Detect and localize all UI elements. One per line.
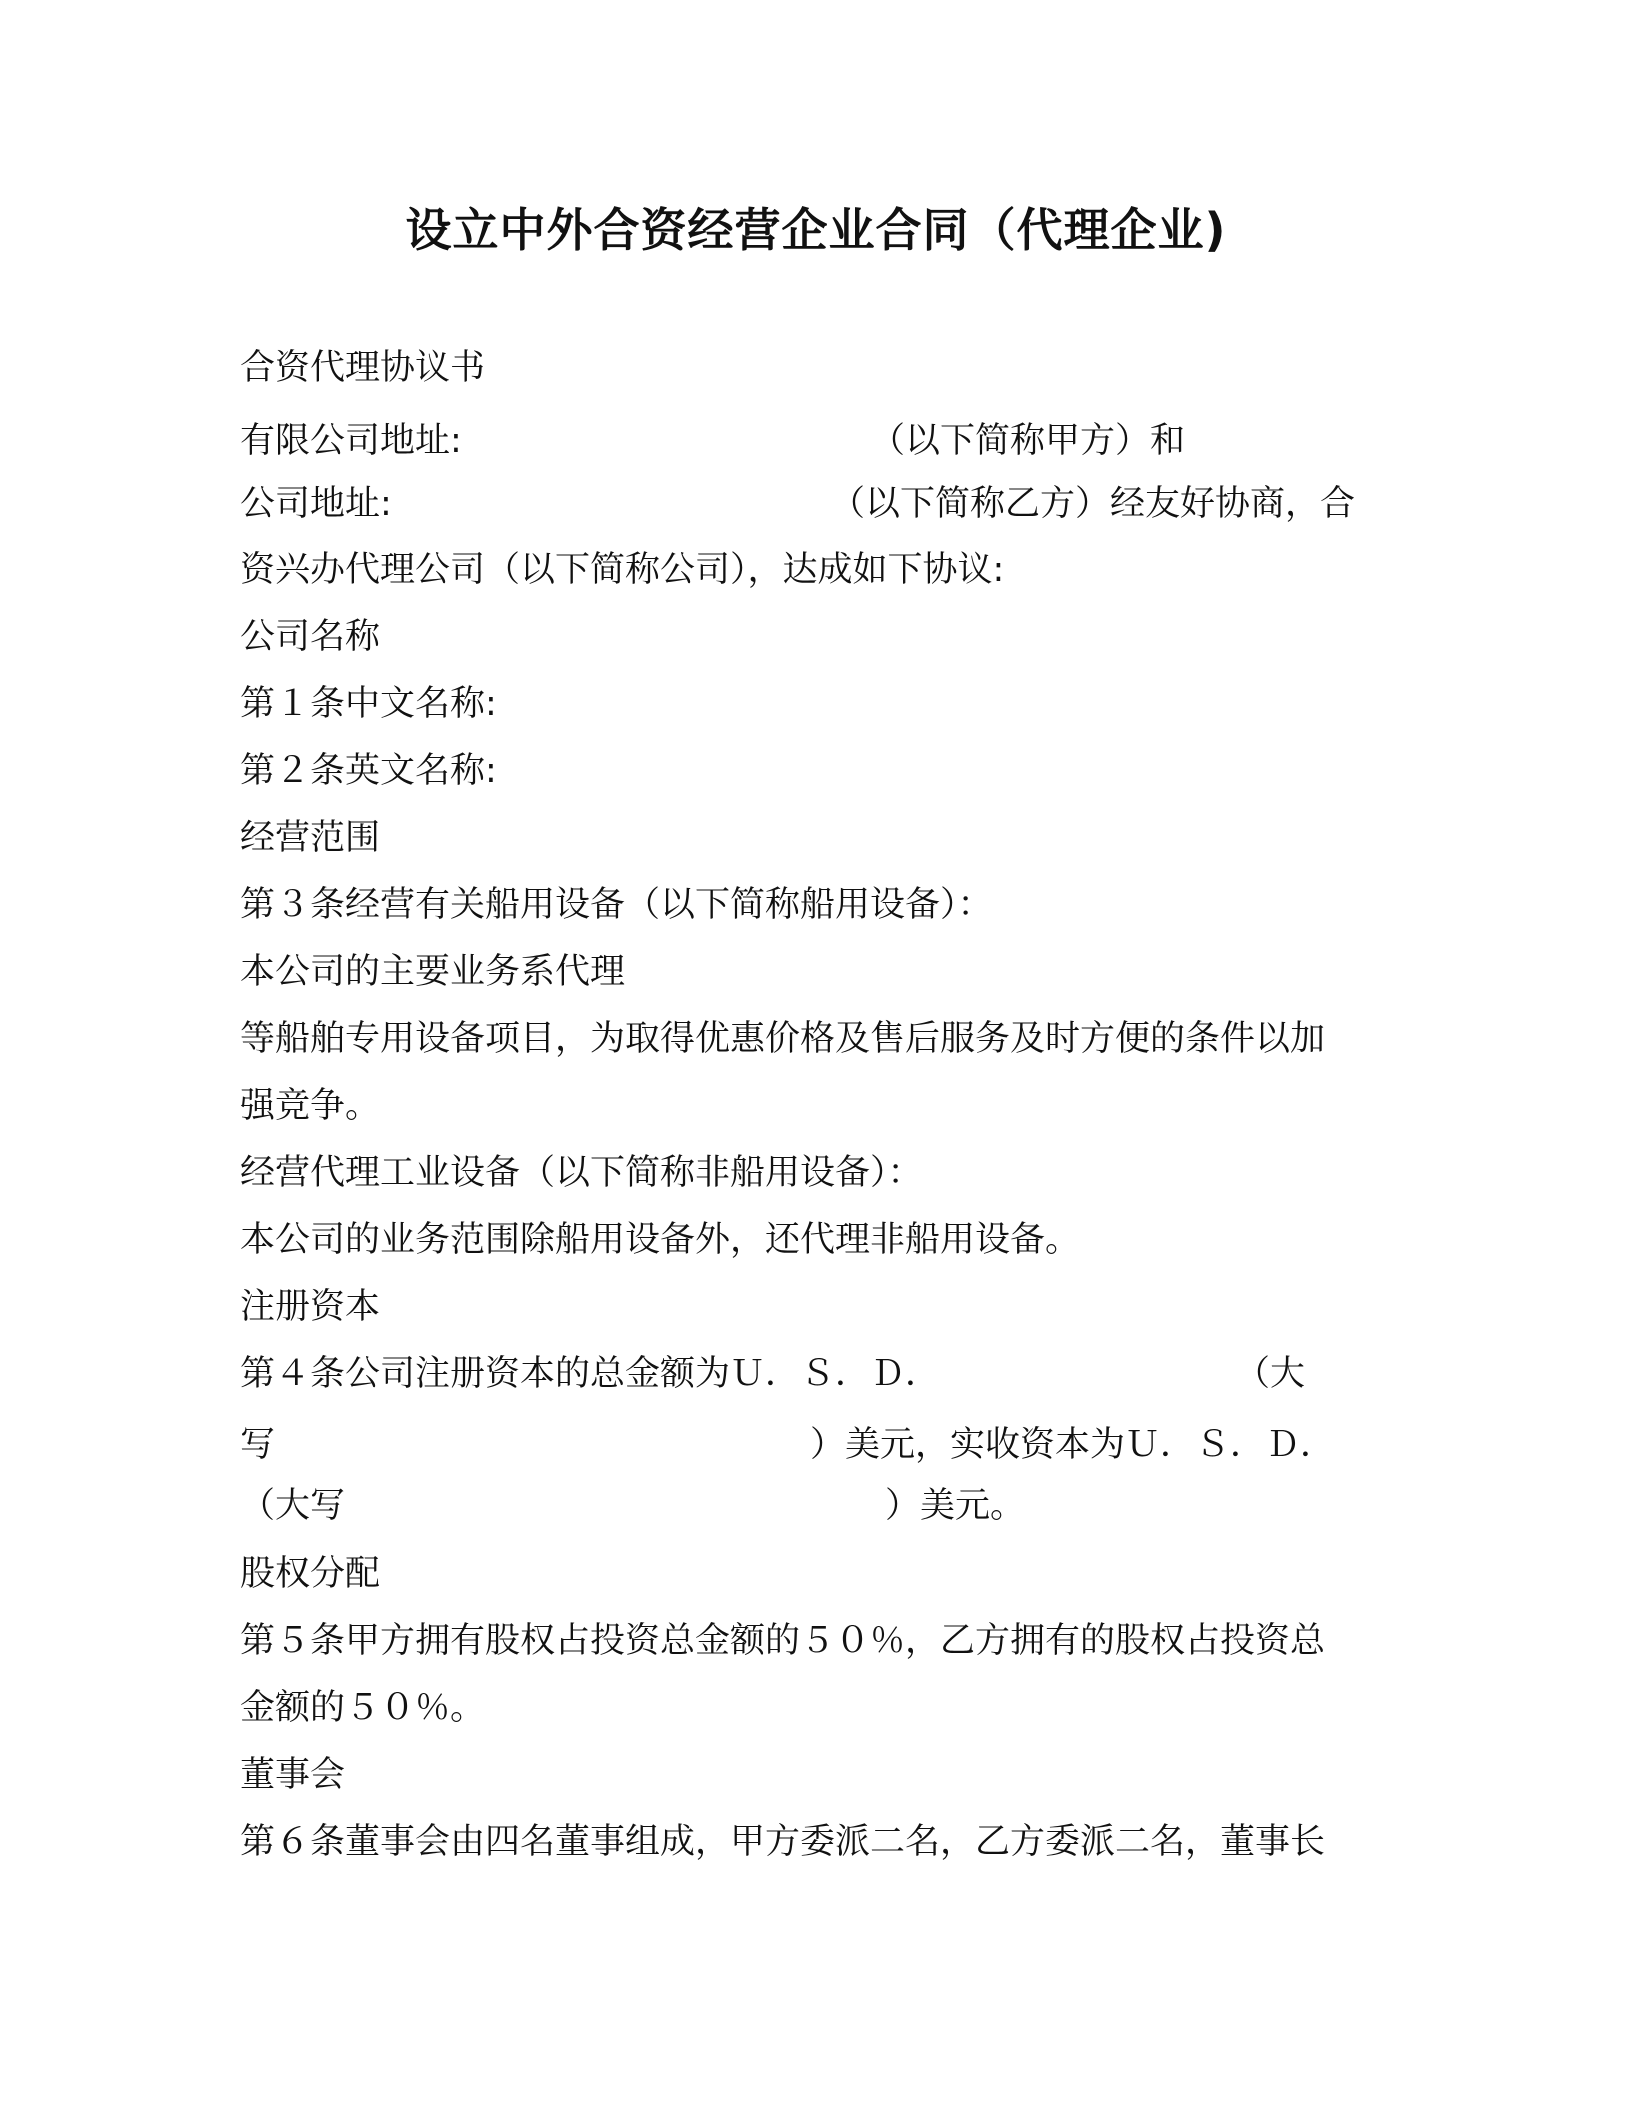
article-4-part-2: （大 bbox=[1235, 1354, 1306, 1394]
equity-heading: 股权分配 bbox=[240, 1554, 381, 1594]
party-b-label: 公司地址: bbox=[240, 484, 392, 524]
registered-capital-heading: 注册资本 bbox=[240, 1287, 381, 1327]
main-business-cont-1: 等船舶专用设备项目，为取得优惠价格及售后服务及时方便的条件以加 bbox=[240, 1019, 1326, 1059]
main-business-cont-2: 强竞争。 bbox=[240, 1086, 381, 1126]
main-business: 本公司的主要业务系代理 bbox=[240, 952, 626, 992]
article-2: 第２条英文名称: bbox=[240, 751, 497, 791]
article-5-line-1: 第５条甲方拥有股权占投资总金额的５０％，乙方拥有的股权占投资总 bbox=[240, 1621, 1326, 1661]
article-3: 第３条经营有关船用设备（以下简称船用设备）： bbox=[240, 885, 993, 925]
party-b-suffix: （以下简称乙方）经友好协商，合 bbox=[830, 484, 1356, 524]
party-a-label: 有限公司地址: bbox=[240, 421, 462, 461]
document-title: 设立中外合资经营企业合同（代理企业) bbox=[405, 203, 1227, 257]
article-4-part-6: ）美元。 bbox=[885, 1486, 1026, 1526]
board-heading: 董事会 bbox=[240, 1755, 346, 1795]
non-marine-scope: 本公司的业务范围除船用设备外，还代理非船用设备。 bbox=[240, 1220, 1081, 1260]
business-scope-heading: 经营范围 bbox=[240, 818, 381, 858]
party-a-suffix: （以下简称甲方）和 bbox=[870, 421, 1186, 461]
agreement-heading: 合资代理协议书 bbox=[240, 348, 486, 388]
intro-line: 资兴办代理公司（以下简称公司），达成如下协议: bbox=[240, 550, 1005, 590]
company-name-heading: 公司名称 bbox=[240, 617, 381, 657]
article-4-part-3: 写 bbox=[240, 1425, 276, 1465]
article-4-part-1: 第４条公司注册资本的总金额为Ｕ．Ｓ．Ｄ． bbox=[240, 1354, 941, 1394]
article-4-part-5: （大写 bbox=[240, 1486, 346, 1526]
article-6: 第６条董事会由四名董事组成，甲方委派二名，乙方委派二名，董事长 bbox=[240, 1822, 1326, 1862]
article-5-line-2: 金额的５０％。 bbox=[240, 1688, 486, 1728]
industrial-equipment: 经营代理工业设备（以下简称非船用设备）： bbox=[240, 1153, 923, 1193]
article-4-part-4: ）美元，实收资本为Ｕ．Ｓ．Ｄ． bbox=[810, 1425, 1336, 1465]
article-1: 第１条中文名称: bbox=[240, 684, 497, 724]
